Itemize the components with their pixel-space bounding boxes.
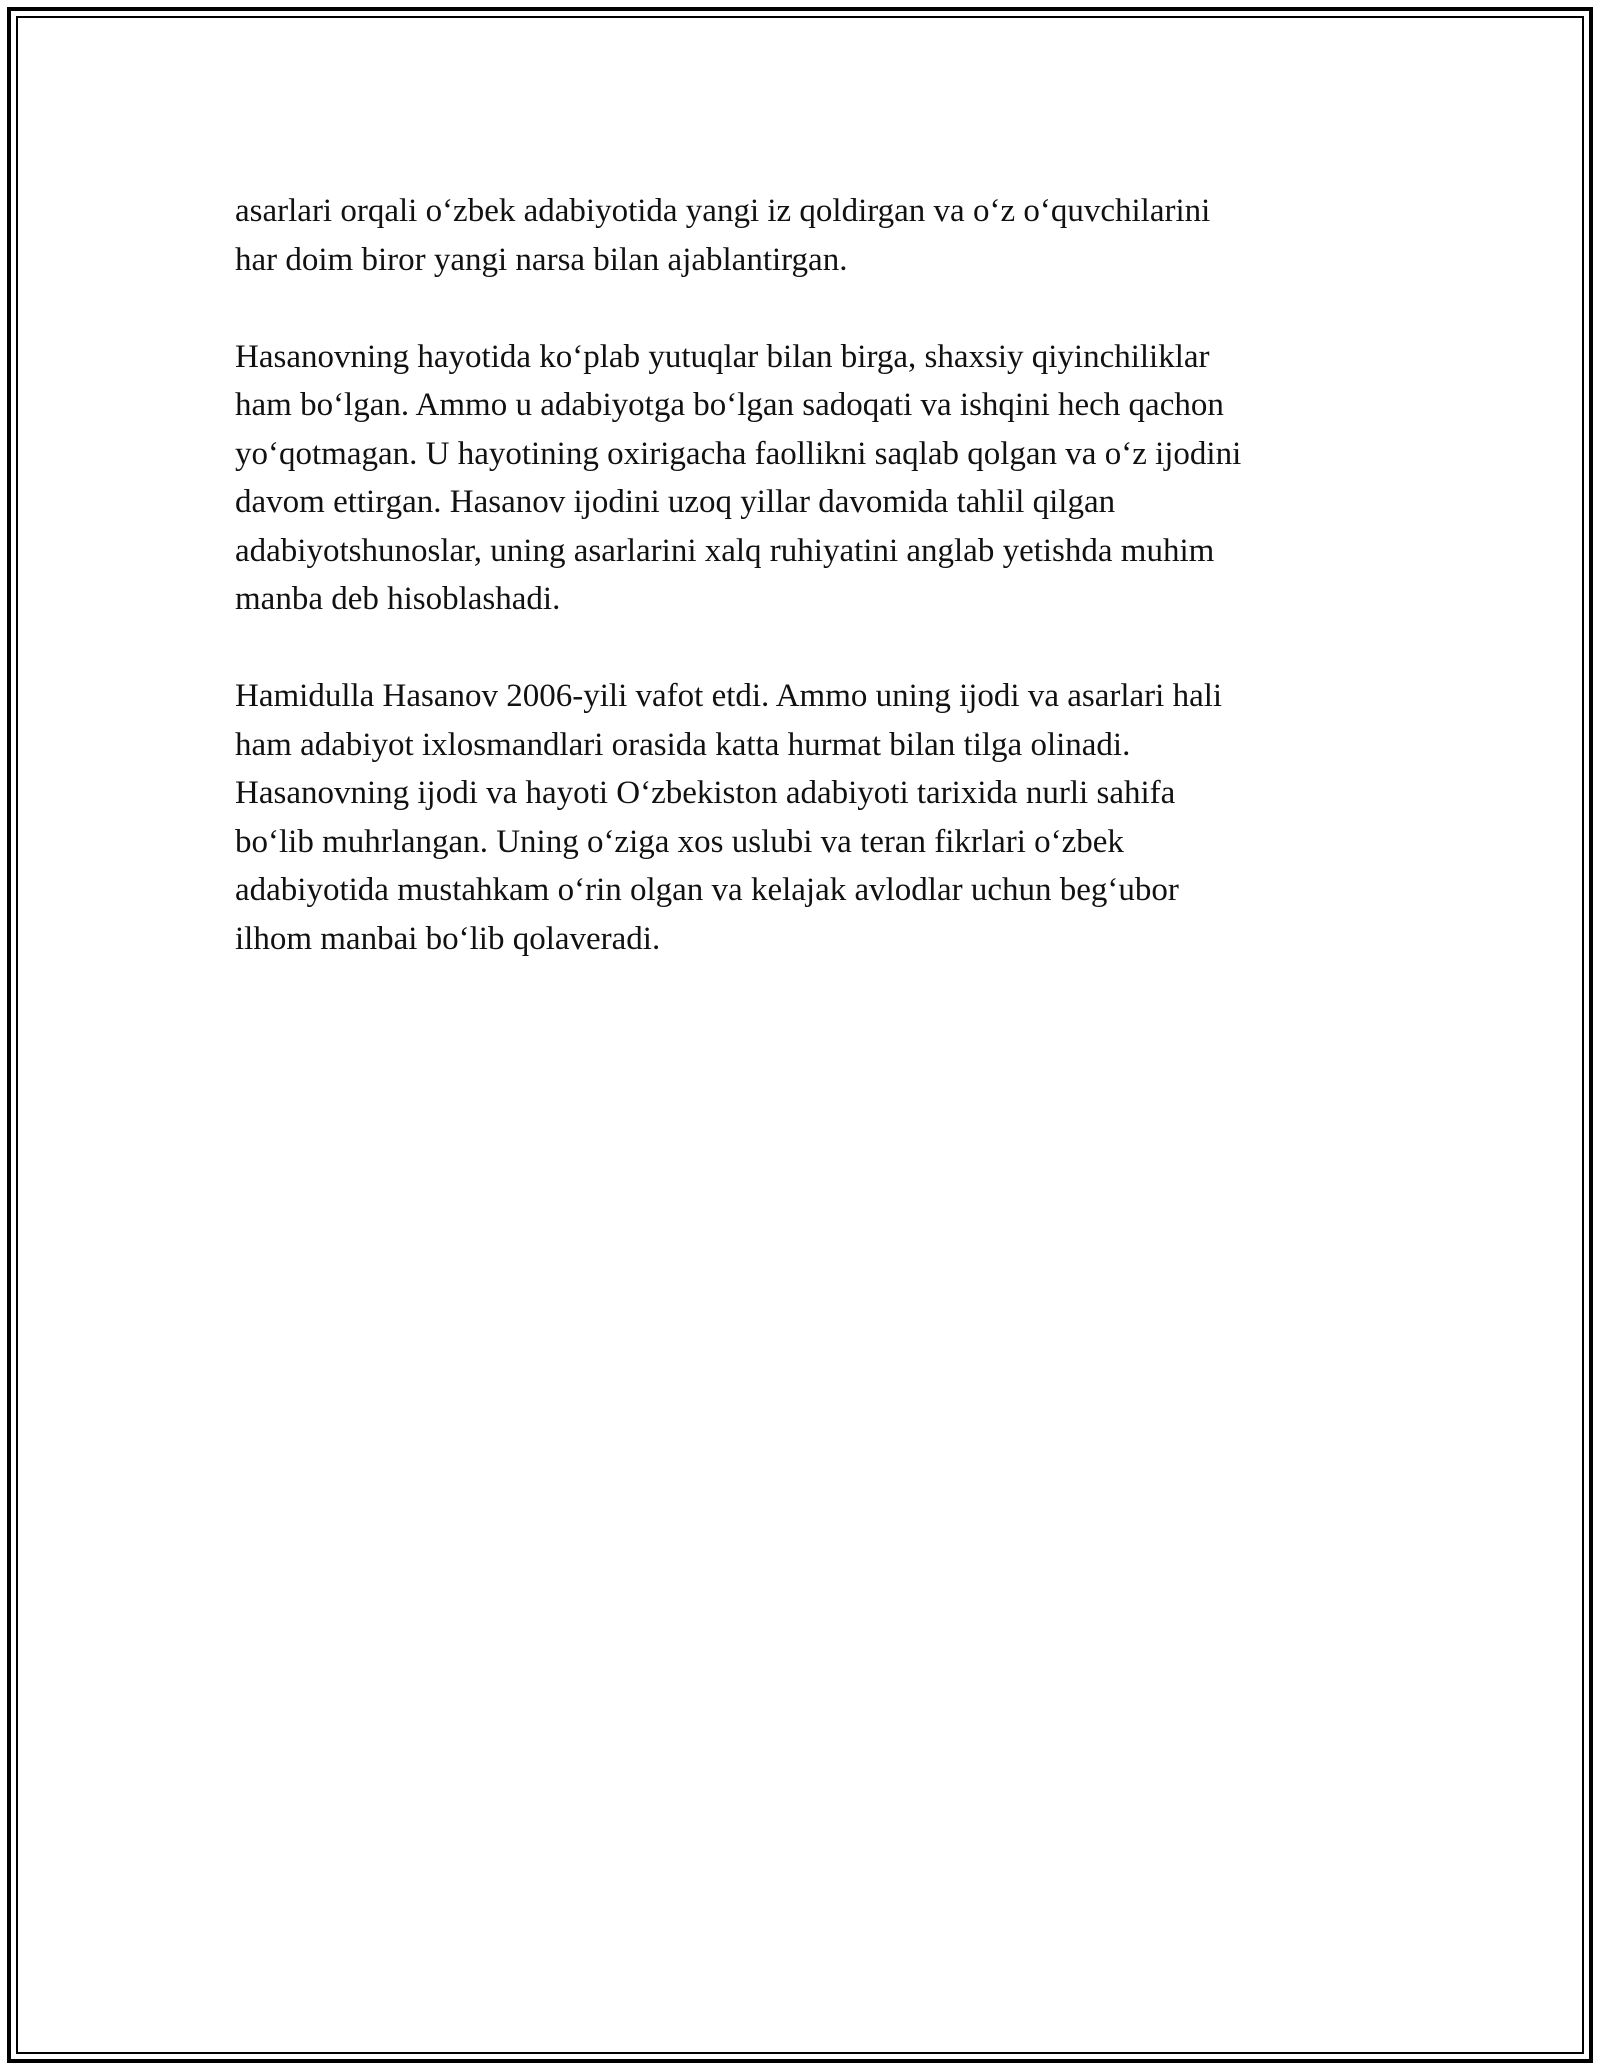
paragraph-1 [235, 187, 1365, 284]
text-line: asarlari orqali o‘zbek adabiyotida yangi iz qoldirgan va o‘z o‘quvchilarini [235, 193, 1211, 229]
text-line: manba deb hisoblashadi. [235, 581, 561, 617]
document-body [235, 187, 1365, 1012]
text-line: bo‘lib muhrlangan. Uning o‘ziga xos uslubi va teran fikrlari o‘zbek [235, 823, 1124, 860]
text-line: ham bo‘lgan. Ammo u adabiyotga bo‘lgan sadoqati va ishqini hech qachon [235, 387, 1224, 423]
text-line: Hamidulla Hasanov 2006-yili vafot etdi. Ammo uning ijodi va asarlari hali [235, 678, 1223, 714]
text-line: Hasanovning ijodi va hayoti O‘zbekiston adabiyoti tarixida nurli sahifa [235, 775, 1176, 811]
paragraph-2 [235, 333, 1365, 624]
text-line: Hasanovning hayotida ko‘plab yutuqlar bilan birga, shaxsiy qiyinchiliklar [235, 338, 1210, 375]
text-line: ham adabiyot ixlosmandlari orasida katta hurmat bilan tilga olinadi. [235, 726, 1131, 763]
text-line: ilhom manbai bo‘lib qolaveradi. [235, 920, 661, 957]
text-line: yo‘qotmagan. U hayotining oxirigacha faollikni saqlab qolgan va o‘z ijodini [235, 435, 1242, 472]
text-line: adabiyotida mustahkam o‘rin olgan va kelajak avlodlar uchun beg‘ubor [235, 872, 1179, 908]
text-line: har doim biror yangi narsa bilan ajablantirgan. [235, 241, 848, 278]
paragraph-3 [235, 672, 1365, 963]
text-line: adabiyotshunoslar, uning asarlarini xalq ruhiyatini anglab yetishda muhim [235, 532, 1215, 569]
text-line: davom ettirgan. Hasanov ijodini uzoq yillar davomida tahlil qilgan [235, 484, 1116, 520]
